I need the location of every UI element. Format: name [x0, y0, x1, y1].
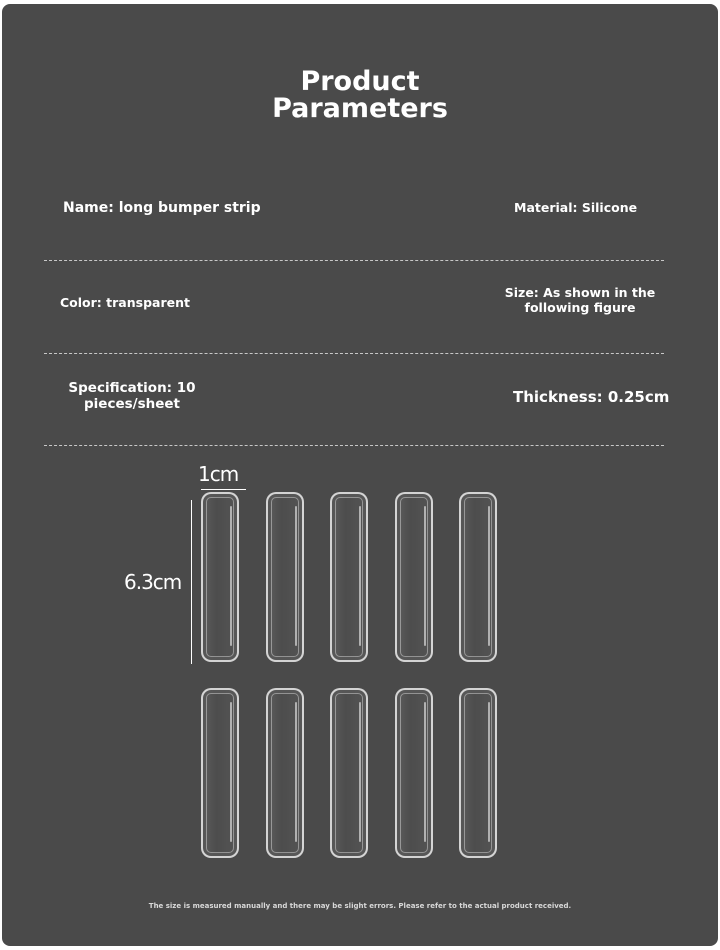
height-label: 6.3cm	[124, 570, 182, 594]
bumper-strip	[459, 492, 497, 662]
product-parameters-panel	[2, 4, 718, 946]
param-spec-line-2: pieces/sheet	[84, 396, 180, 412]
width-label: 1cm	[198, 462, 239, 486]
param-size-line-2: following figure	[524, 300, 636, 315]
param-material: Material: Silicone	[514, 200, 638, 215]
param-size-line-1: Size: As shown in the	[504, 285, 656, 300]
title-line-2: Parameters	[272, 93, 448, 124]
param-color: Color: transparent	[60, 295, 190, 310]
param-spec-line-1: Specification: 10	[68, 380, 196, 396]
bumper-strip	[201, 492, 239, 662]
bumper-strip	[330, 688, 368, 858]
height-dimension-line	[191, 500, 192, 664]
bumper-strip	[395, 688, 433, 858]
measurement-footnote: The size is measured manually and there may be slight errors. Please refer to the actual product received.	[148, 902, 572, 910]
divider-1	[44, 260, 664, 261]
title-line-1: Product	[300, 66, 420, 97]
divider-3	[44, 445, 664, 446]
bumper-strip	[395, 492, 433, 662]
bumper-strip	[266, 492, 304, 662]
bumper-strip	[459, 688, 497, 858]
bumper-strip	[201, 688, 239, 858]
divider-2	[44, 353, 664, 354]
param-size	[474, 285, 686, 315]
bumper-strip	[330, 492, 368, 662]
param-thickness: Thickness: 0.25cm	[513, 388, 670, 406]
param-specification	[42, 380, 222, 412]
width-dimension-line	[201, 489, 246, 490]
param-name: Name: long bumper strip	[63, 200, 261, 216]
bumper-strip	[266, 688, 304, 858]
